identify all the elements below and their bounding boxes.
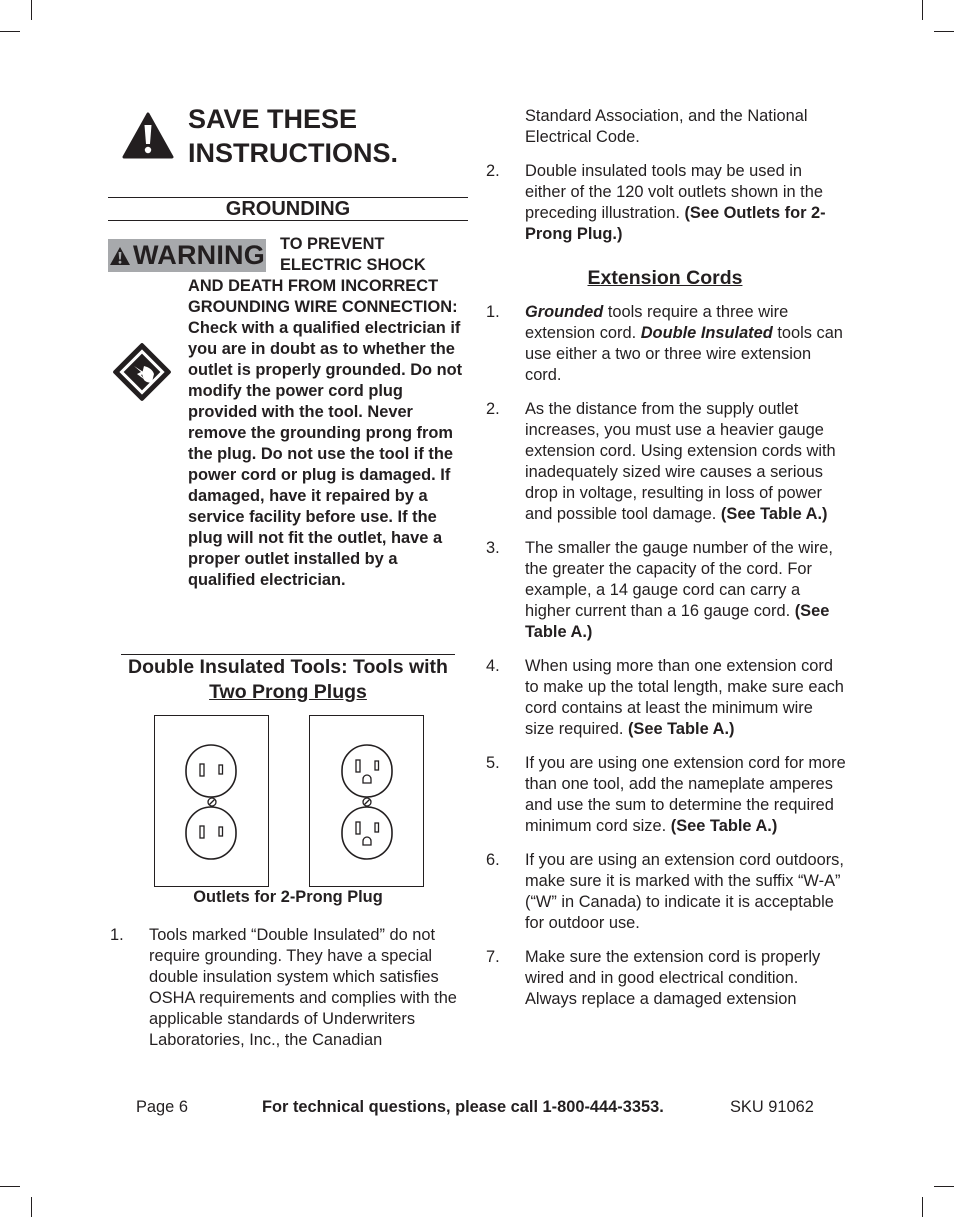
list-text: The smaller the gauge number of the wire, the greater the capacity of the cord. For example, a 14 gauge cord can carry a higher current than a 16 gauge cord. (525, 539, 833, 620)
title-line: SAVE THESE (188, 104, 358, 134)
list-item (486, 850, 846, 934)
crop-mark (0, 1186, 20, 1187)
page-title (188, 102, 398, 170)
heading-text: Extension Cords (587, 267, 743, 289)
crop-mark (31, 1197, 32, 1217)
list-text: tools require a three wire extension cord. (525, 303, 789, 342)
crop-mark (922, 1197, 923, 1217)
list-item (486, 161, 846, 245)
section-rule (108, 220, 468, 221)
list-number: 3. (486, 539, 500, 557)
list-emphasis: Grounded (525, 303, 604, 321)
warning-lead: TO PREVENT ELECTRIC SHOCK (280, 235, 426, 274)
two-prong-outlet-icon (154, 715, 269, 887)
double-insulated-heading (108, 654, 468, 705)
list-text: Make sure the extension cord is properly wired and in good electrical condition. Always replace a damaged extension (525, 948, 821, 1008)
crop-mark (0, 31, 20, 32)
list-item (486, 947, 846, 1010)
warning-label-box (108, 239, 266, 272)
list-ref: (See Table A.) (627, 720, 735, 738)
list-item (486, 106, 846, 148)
extension-cords-heading (485, 266, 845, 290)
warning-body (188, 276, 468, 591)
list-item (486, 302, 846, 386)
heading-line: Two Prong Plugs (209, 681, 367, 703)
list-ref: (See Table A.) (670, 817, 778, 835)
continued-text: Standard Association, and the National Electrical Code. (525, 107, 808, 146)
list-number: 2. (486, 400, 500, 418)
tech-support-line: For technical questions, please call 1-800-444-3353. (262, 1098, 664, 1116)
warning-caps-text: AND DEATH FROM INCORRECT GROUNDING WIRE CONNECTION: (188, 277, 458, 316)
list-text: If you are using an extension cord outdoors, make sure it is marked with the suffix “W-A” (“W” in Canada) to indicate it is acceptable for outdoor use. (525, 851, 844, 932)
electric-shock-hand-icon (108, 338, 176, 406)
list-number: 6. (486, 851, 500, 869)
outlet-caption: Outlets for 2-Prong Plug (193, 888, 383, 906)
list-text: tools can use either a two or three wire extension cord. (525, 324, 843, 384)
grounded-outlet-icon (309, 715, 424, 887)
sku-label: SKU 91062 (730, 1098, 814, 1116)
page-number: Page 6 (136, 1098, 188, 1116)
list-number: 1. (110, 926, 124, 944)
list-number: 5. (486, 754, 500, 772)
warning-triangle-icon (109, 246, 131, 266)
grounding-heading: GROUNDING (225, 198, 351, 220)
list-text: As the distance from the supply outlet increases, you must use a heavier gauge extension cord. Using extension cords with inadequately sized wire causes a serious drop in voltage, resulting in loss of power and possible tool damage. (525, 400, 836, 523)
list-text: When using more than one extension cord to make up the total length, make sure each cord contains at least the minimum wire size required. (525, 657, 844, 738)
extension-cords-list (486, 302, 846, 1023)
list-number: 1. (486, 303, 500, 321)
list-number: 4. (486, 657, 500, 675)
list-ref: (See Table A.) (525, 602, 830, 641)
crop-mark (922, 0, 923, 20)
crop-mark (31, 0, 32, 20)
title-line: INSTRUCTIONS. (188, 138, 399, 168)
list-number: 7. (486, 948, 500, 966)
list-ref: (See Table A.) (720, 505, 828, 523)
list-emphasis: Double Insulated (640, 324, 773, 342)
double-insulated-list (110, 925, 464, 1064)
crop-mark (934, 31, 954, 32)
warning-detail-text: Check with a qualified electrician if you are in doubt as to whether the outlet is properly grounded. Do not modify the power cord plug provided with the tool. Never remove the grounding prong from the plug. Do not use the tool if the power cord or plug is damaged. If damaged, have it repaired by a service facility before use. If the plug will not fit the outlet, have a proper outlet installed by a qualified electrician. (188, 319, 463, 589)
list-item (486, 538, 846, 643)
crop-mark (934, 1186, 954, 1187)
list-item (110, 925, 464, 1051)
heading-line: Double Insulated Tools: Tools with (121, 654, 455, 680)
list-number: 2. (486, 162, 500, 180)
warning-triangle-icon (122, 112, 174, 159)
list-item (486, 753, 846, 837)
right-column-top (486, 106, 846, 258)
list-item (486, 399, 846, 525)
list-text: Double insulated tools may be used in either of the 120 volt outlets shown in the preceding illustration. (525, 162, 823, 222)
list-text: Tools marked “Double Insulated” do not require grounding. They have a special double insulation system which satisfies OSHA requirements and complies with the applicable standards of Underwriters Laboratories, Inc., the Canadian (149, 926, 457, 1049)
list-item (486, 656, 846, 740)
list-text: If you are using one extension cord for more than one tool, add the nameplate amperes and use the sum to determine the required minimum cord size. (525, 754, 846, 835)
list-ref: (See Outlets for 2-Prong Plug.) (525, 204, 826, 243)
warning-label: WARNING (133, 240, 265, 270)
